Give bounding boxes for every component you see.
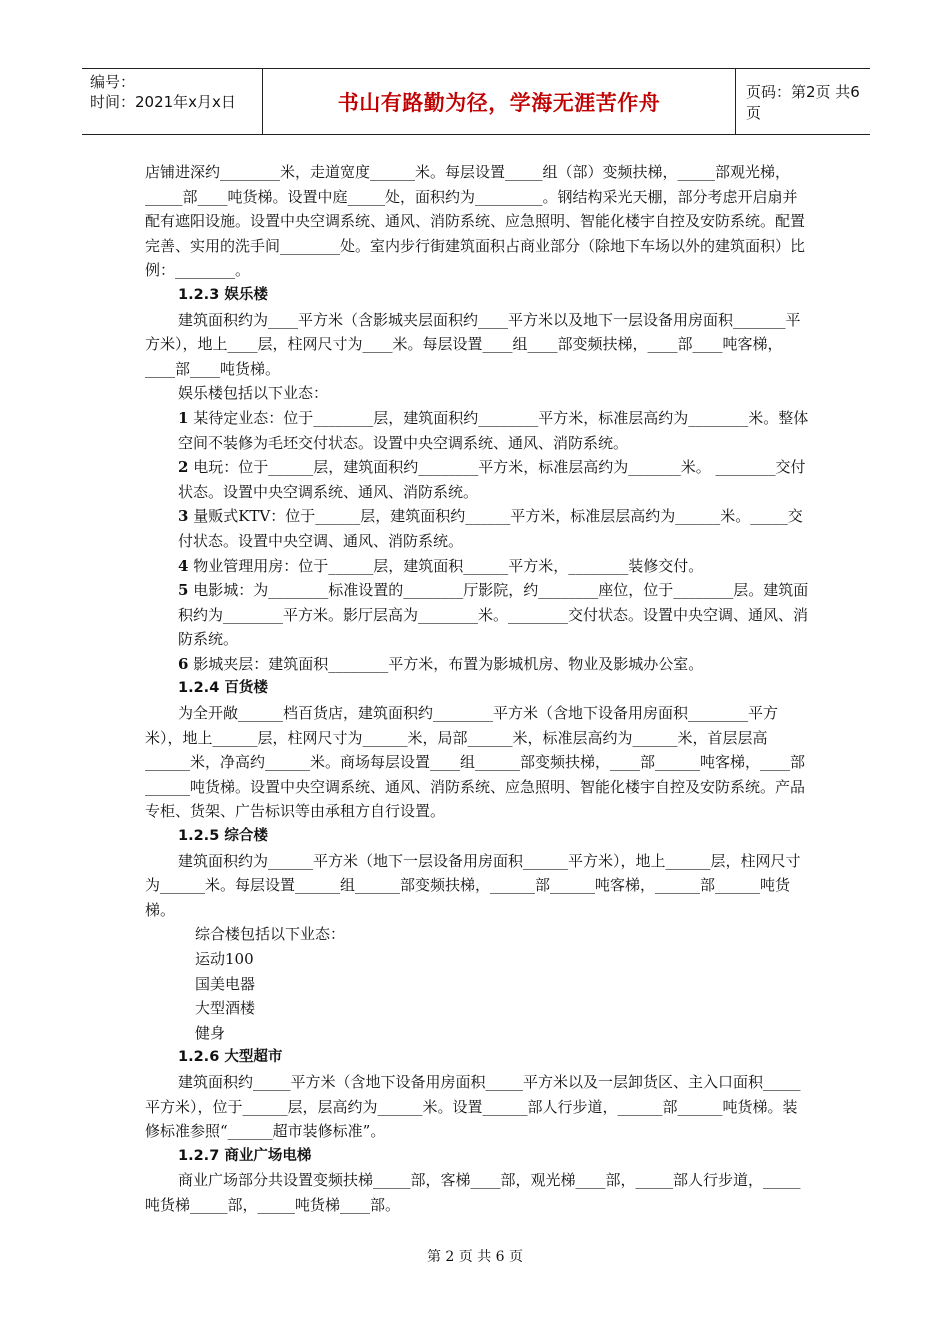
list-item: 运动100 xyxy=(195,950,254,968)
paragraph: 综合楼包括以下业态： xyxy=(195,925,346,944)
page-footer: 第 2 页 共 6 页 xyxy=(426,1249,524,1265)
section-heading-1-2-6: 1.2.6 大型超市 xyxy=(178,1049,283,1066)
list-item-text: 影城夹层：建筑面积________平方米，布置为影城机房、物业及影城办公室。 xyxy=(188,654,704,673)
list-item: 健身 xyxy=(195,1023,226,1042)
list-item: 大型酒楼 xyxy=(195,999,256,1018)
list-item-text: 电玩：位于______层，建筑面积约________平方米，标准层高约为_______米。 ________交付状态。设置中央空调系统、通风、消防系统。 xyxy=(178,458,806,501)
paragraph: 建筑面积约_____平方米（含地下设备用房面积_____平方米以及一层卸货区、主入口面积_____平方米），位于______层，层高约为______米。设置______部人行步道，______部______吨货梯。装修标准参照“______超市装修标准”。 xyxy=(145,1072,801,1141)
list-item xyxy=(145,455,810,504)
list-item-text: 某待定业态：位于________层，建筑面积约________平方米，标准层高约为________米。整体空间不装修为毛坯交付状态。设置中央空调系统、通风、消防系统。 xyxy=(178,408,809,452)
paragraph: 商业广场部分共设置变频扶梯_____部，客梯____部，观光梯____部，_____部人行步道，_____吨货梯_____部，_____吨货梯____部。 xyxy=(145,1171,801,1214)
list-item-number: 3 xyxy=(178,507,189,526)
page-header xyxy=(82,68,870,135)
list-item-number: 1 xyxy=(178,408,189,427)
list-item xyxy=(145,406,810,455)
header-motto: 书山有路勤为径，学海无涯苦作舟 xyxy=(263,69,736,134)
list-item xyxy=(145,578,810,652)
list-item-number: 2 xyxy=(178,458,189,477)
section-heading-1-2-4: 1.2.4 百货楼 xyxy=(178,680,268,697)
list-item xyxy=(145,554,810,579)
list-item: 国美电器 xyxy=(195,974,256,993)
paragraph: 为全开敞______档百货店，建筑面积约________平方米（含地下设备用房面积________平方米），地上______层，柱网尺寸为______米，局部______米，标准层高约为______米，首层层高______米，净高约______米。商场每层设置____组______部变频扶梯，____部______吨客梯，____部______吨货梯。设置中央空调系统、通风、消防系统、应急照明、智能化楼宇自控及安防系统。产品专柜、货架、广告标识等由承租方自行设置。 xyxy=(145,704,806,821)
list-item-text: 量贩式KTV：位于______层，建筑面积约______平方米，标准层层高约为______米。_____交付状态。设置中央空调、通风、消防系统。 xyxy=(178,507,803,550)
header-meta xyxy=(82,69,263,134)
number-label: 编号： xyxy=(90,73,136,91)
paragraph: 建筑面积约为____平方米（含影城夹层面积约____平方米以及地下一层设备用房面积_______平方米），地上____层，柱网尺寸为____米。每层设置____组____部变频扶梯，____部____吨客梯，____部____吨货梯。 xyxy=(145,310,801,378)
list-item-number: 4 xyxy=(178,556,189,575)
section-heading-1-2-5: 1.2.5 综合楼 xyxy=(178,828,268,845)
paragraph: 娱乐楼包括以下业态： xyxy=(178,384,329,403)
list-item xyxy=(145,652,810,677)
paragraph: 店铺进深约________米，走道宽度______米。每层设置_____组（部）变频扶梯，_____部观光梯，_____部____吨货梯。设置中庭_____处，面积约为_________。钢结构采光天棚，部分考虑开启扇并配有遮阳设施。设置中央空调系统、通风、消防系统、应急照明、智能化楼宇自控及安防系统。配置完善、实用的洗手间________处。室内步行街建筑面积占商业部分（除地下车场以外的建筑面积）比例：________。 xyxy=(145,163,806,280)
section-heading-1-2-7: 1.2.7 商业广场电梯 xyxy=(178,1147,312,1164)
time-label: 时间：2021年x月x日 xyxy=(90,93,236,111)
list-item-text: 物业管理用房：位于______层，建筑面积______平方米，________装修交付。 xyxy=(188,556,704,575)
header-page-number: 页码：第2页 共6页 xyxy=(746,82,860,122)
paragraph: 建筑面积约为______平方米（地下一层设备用房面积______平方米），地上______层，柱网尺寸为______米。每层设置______组______部变频扶梯，______部______吨客梯，______部______吨货梯。 xyxy=(145,851,801,919)
document-body xyxy=(145,160,810,1218)
section-heading-1-2-3: 1.2.3 娱乐楼 xyxy=(178,286,268,303)
list-item-number: 6 xyxy=(178,654,189,673)
list-item xyxy=(145,504,810,553)
list-item-number: 5 xyxy=(178,581,189,600)
list-item-text: 电影城：为________标准设置的________厅影院，约________座位，位于________层。建筑面积约为________平方米。影厅层高为________米。________交付状态。设置中央空调、通风、消防系统。 xyxy=(178,581,809,649)
